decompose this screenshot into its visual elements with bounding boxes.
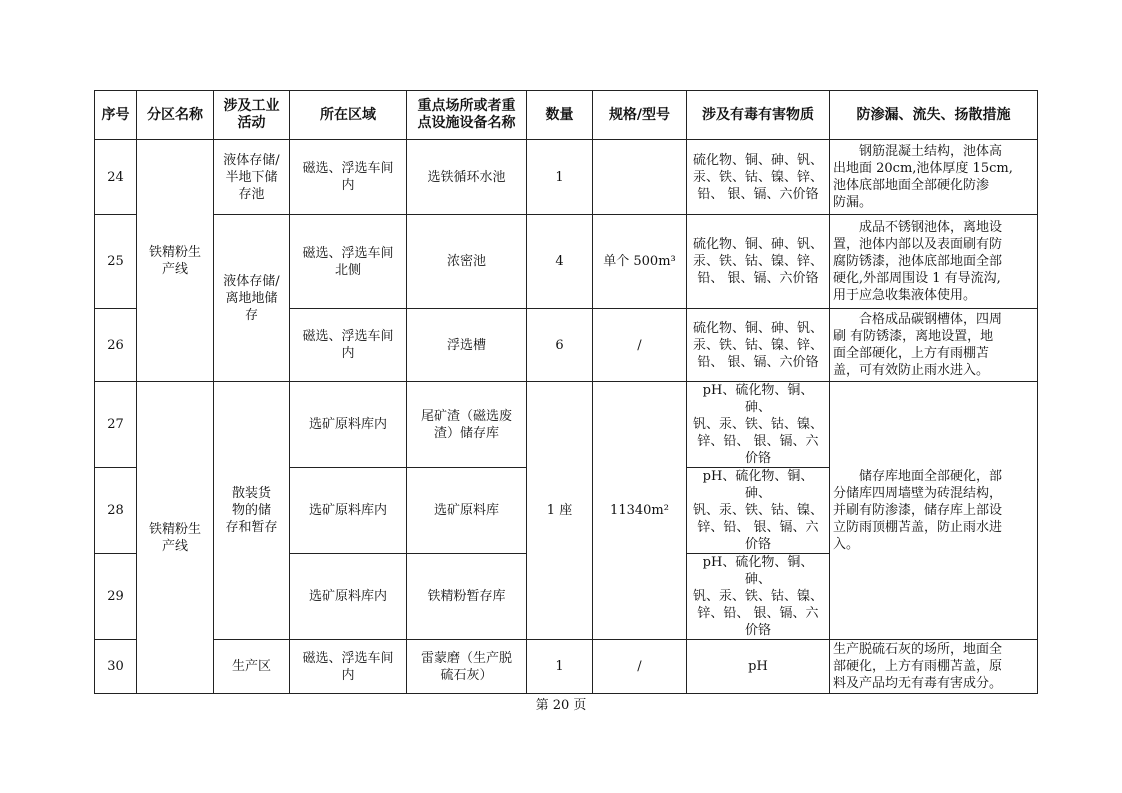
cell-measure: 储存库地面全部硬化，部 分储库四周墙壁为砖混结构， 并刷有防渗漆，储存库上部设 立防雨顶棚苫盖，防止雨水进 入。 [830, 382, 1038, 640]
header-cell: 涉及有毒有害物质 [687, 91, 830, 140]
header-cell: 数量 [527, 91, 593, 140]
cell-no: 24 [95, 140, 137, 215]
table-row [95, 140, 1038, 215]
header-cell: 规格/型号 [593, 91, 687, 140]
cell-area: 磁选、浮选车间 内 [290, 309, 407, 382]
cell-no: 27 [95, 382, 137, 468]
cell-facility: 铁精粉暂存库 [407, 554, 527, 640]
cell-no: 30 [95, 640, 137, 694]
cell-substance: pH [687, 640, 830, 694]
page-number: 第 20 页 [535, 698, 587, 713]
cell-substance: pH、硫化物、铜、砷、 钒、汞、铁、钴、镍、 锌、铅、 银、镉、六 价铬 [687, 382, 830, 468]
cell-qty: 1 座 [527, 382, 593, 640]
cell-spec: / [593, 309, 687, 382]
cell-measure: 生产脱硫石灰的场所，地面全 部硬化，上方有雨棚苫盖，原 料及产品均无有毒有害成分。 [830, 640, 1038, 694]
cell-facility: 尾矿渣（磁选废 渣）储存库 [407, 382, 527, 468]
cell-qty: 1 [527, 640, 593, 694]
cell-substance: pH、硫化物、铜、砷、 钒、汞、铁、钴、镍、 锌、铅、 银、镉、六 价铬 [687, 468, 830, 554]
cell-substance: 硫化物、铜、砷、钒、 汞、铁、钴、镍、锌、 铅、 银、镉、六价铬 [687, 140, 830, 215]
cell-substance: 硫化物、铜、砷、钒、 汞、铁、钴、镍、锌、 铅、 银、镉、六价铬 [687, 215, 830, 309]
cell-area: 磁选、浮选车间 内 [290, 640, 407, 694]
cell-no: 26 [95, 309, 137, 382]
cell-activity: 液体存储/ 离地地储 存 [214, 215, 290, 382]
header-cell: 重点场所或者重 点设施设备名称 [407, 91, 527, 140]
cell-area: 磁选、浮选车间 内 [290, 140, 407, 215]
cell-spec [593, 140, 687, 215]
cell-facility: 浮选槽 [407, 309, 527, 382]
cell-facility: 选铁循环水池 [407, 140, 527, 215]
cell-area: 选矿原料库内 [290, 382, 407, 468]
cell-facility: 雷蒙磨（生产脱 硫石灰） [407, 640, 527, 694]
cell-spec: 11340m² [593, 382, 687, 640]
cell-substance: 硫化物、铜、砷、钒、 汞、铁、钴、镍、锌、 铅、 银、镉、六价铬 [687, 309, 830, 382]
header-row [95, 91, 1038, 140]
cell-activity: 散装货 物的储 存和暂存 [214, 382, 290, 640]
cell-activity: 液体存储/ 半地下储 存池 [214, 140, 290, 215]
facility-table [94, 90, 1038, 694]
table-row [95, 215, 1038, 309]
header-cell: 分区名称 [137, 91, 214, 140]
table-row [95, 640, 1038, 694]
cell-facility: 选矿原料库 [407, 468, 527, 554]
header-cell: 防渗漏、流失、扬散措施 [830, 91, 1038, 140]
header-cell: 所在区域 [290, 91, 407, 140]
header-cell: 涉及工业 活动 [214, 91, 290, 140]
cell-measure: 钢筋混凝土结构，池体高 出地面 20cm,池体厚度 15cm, 池体底部地面全部硬化防渗 防漏。 [830, 140, 1038, 215]
cell-qty: 6 [527, 309, 593, 382]
header-cell: 序号 [95, 91, 137, 140]
cell-substance: pH、硫化物、铜、砷、 钒、汞、铁、钴、镍、 锌、铅、 银、镉、六 价铬 [687, 554, 830, 640]
cell-zone: 铁精粉生 产线 [137, 382, 214, 694]
cell-qty: 4 [527, 215, 593, 309]
cell-zone: 铁精粉生 产线 [137, 140, 214, 382]
cell-area: 选矿原料库内 [290, 468, 407, 554]
cell-no: 25 [95, 215, 137, 309]
cell-activity: 生产区 [214, 640, 290, 694]
cell-area: 选矿原料库内 [290, 554, 407, 640]
table-row [95, 382, 1038, 468]
cell-qty: 1 [527, 140, 593, 215]
cell-no: 29 [95, 554, 137, 640]
cell-no: 28 [95, 468, 137, 554]
cell-measure: 成品不锈钢池体，离地设 置，池体内部以及表面刷有防 腐防锈漆，池体底部地面全部 硬化,外部周围设 1 有导流沟, 用于应急收集液体使用。 [830, 215, 1038, 309]
cell-area: 磁选、浮选车间 北侧 [290, 215, 407, 309]
cell-measure: 合格成品碳钢槽体，四周 刷 有防锈漆，离地设置，地 面全部硬化，上方有雨棚苫 盖，可有效防止雨水进入。 [830, 309, 1038, 382]
cell-spec: 单个 500m³ [593, 215, 687, 309]
cell-facility: 浓密池 [407, 215, 527, 309]
cell-spec: / [593, 640, 687, 694]
